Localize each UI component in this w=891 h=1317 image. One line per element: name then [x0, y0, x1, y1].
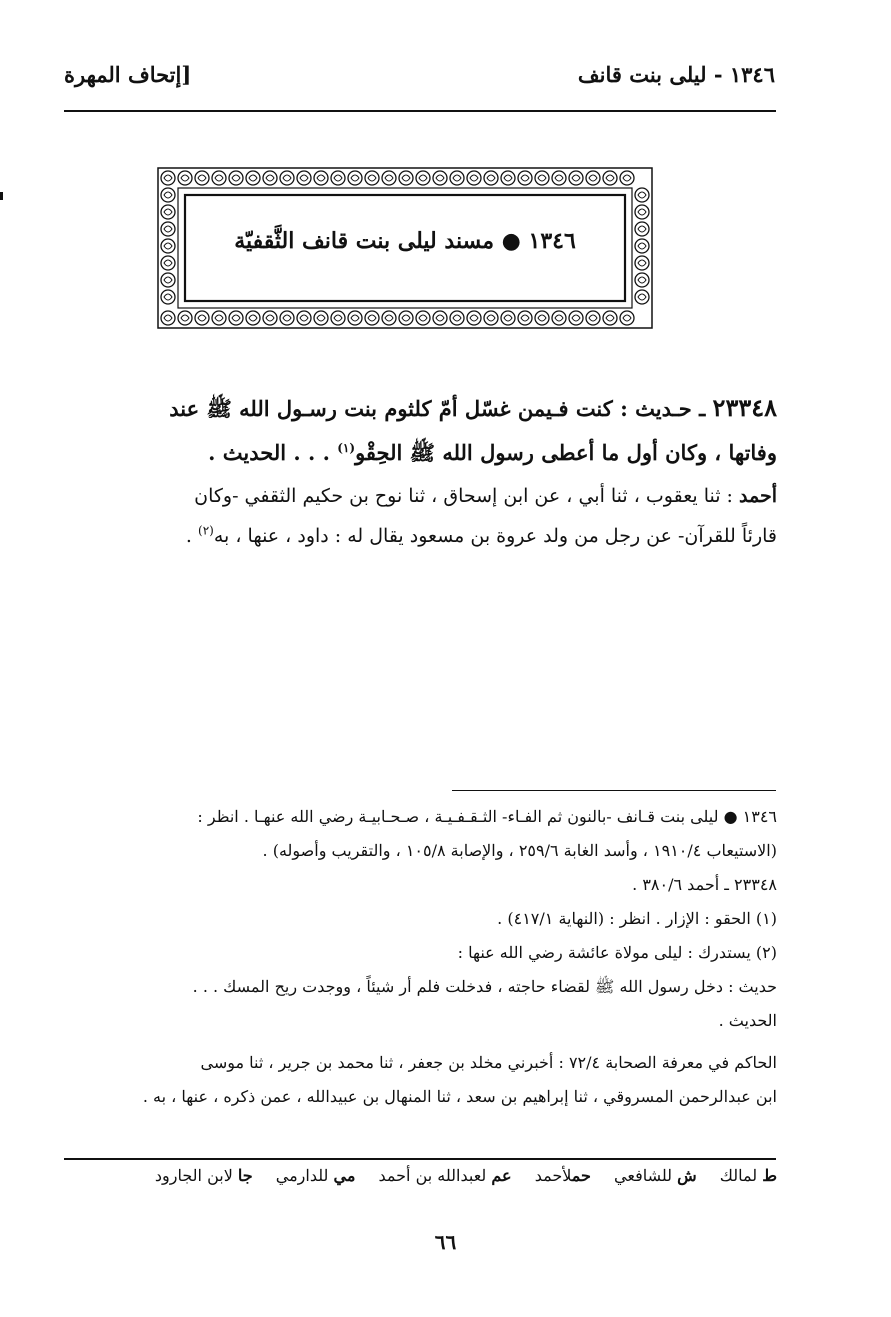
ornament-knot	[416, 171, 430, 185]
footnote-line: حديث : دخل رسول الله ﷺ لقضاء حاجته ، فدخلت فلم أر شيئاً ، ووجدت ريح المسك . . .	[192, 977, 777, 996]
siglum-code: عم	[491, 1166, 512, 1185]
ornament-knot	[586, 311, 600, 325]
ornament-knot	[212, 171, 226, 185]
hadith-block	[64, 386, 777, 475]
ornament-knot	[365, 171, 379, 185]
ornament-knot	[484, 311, 498, 325]
ornament-knot	[620, 171, 634, 185]
ornament-knot	[433, 171, 447, 185]
isnad-text-2a: قارئاً للقرآن- عن رجل من ولد عروة بن مسعود يقال له : داود ، عنها ، به	[213, 525, 777, 547]
footnote-line: الحاكم في معرفة الصحابة ٧٢/٤ : أخبرني مخلد بن جعفر ، ثنا محمد بن جرير ، ثنا موسى	[200, 1053, 777, 1072]
ornament-knot	[297, 311, 311, 325]
ornament-knot	[161, 188, 175, 202]
ornament-knot	[161, 290, 175, 304]
header-rule	[64, 110, 776, 112]
page-number: ٦٦	[434, 1230, 457, 1254]
siglum	[614, 1166, 697, 1185]
footnote-ref-1: (١)	[337, 441, 356, 455]
siglum	[535, 1166, 591, 1185]
ornament-knot	[365, 311, 379, 325]
margin-mark	[0, 192, 3, 200]
ornament-knot	[280, 311, 294, 325]
ornament-knot	[297, 171, 311, 185]
siglum-label: للدارمي	[275, 1166, 334, 1185]
ornament-knot	[467, 311, 481, 325]
ornament-knot	[603, 311, 617, 325]
ornament-knot	[635, 290, 649, 304]
isnad-line-2	[64, 516, 777, 556]
ornament-knot	[280, 171, 294, 185]
ornament-knot	[263, 171, 277, 185]
ornament-knot	[382, 311, 396, 325]
ornament-knot	[416, 311, 430, 325]
ornament-knot	[552, 171, 566, 185]
ornament-knot	[195, 311, 209, 325]
hadith-line-2	[64, 431, 777, 475]
ornament-knot	[433, 311, 447, 325]
ornament-knot	[382, 171, 396, 185]
ornament-knot	[501, 311, 515, 325]
ornament-knot	[348, 171, 362, 185]
ornament-knot	[586, 171, 600, 185]
ornament-knot	[246, 311, 260, 325]
ornament-knot	[314, 171, 328, 185]
isnad-text-2b: .	[185, 525, 199, 547]
footnote-line: الحديث .	[718, 1011, 777, 1030]
isnad-block	[64, 476, 777, 556]
ornament-knot	[467, 171, 481, 185]
siglum-code: حم	[571, 1166, 591, 1185]
ornament-knot	[484, 171, 498, 185]
ornament-knot	[195, 171, 209, 185]
ornament-knot	[635, 205, 649, 219]
siglum-code: ط	[762, 1166, 777, 1185]
ornament-knot	[501, 171, 515, 185]
musnad-title: ١٣٤٦ ● مسند ليلى بنت قانف الثَّقفيّة	[234, 228, 576, 254]
siglum	[720, 1166, 777, 1185]
footnote-gap	[64, 1038, 777, 1046]
ornament-knot	[263, 311, 277, 325]
ornament-knot	[535, 311, 549, 325]
ornamental-title-frame	[156, 166, 654, 330]
footnote-line: ١٣٤٦ ● ليلى بنت قـانف -بالنون ثم الفـاء- الثـقـفـيـة ، صـحـابيـة رضي الله عنهـا . انظر :	[197, 807, 777, 826]
footnote-line: ٢٣٣٤٨ ـ أحمد ٣٨٠/٦ .	[632, 875, 777, 894]
footnote-line: ابن عبدالرحمن المسروقي ، ثنا إبراهيم بن سعد ، ثنا المنهال بن عبيدالله ، عمن ذكره ، عنها ، به .	[142, 1087, 777, 1106]
ornament-knot	[620, 311, 634, 325]
hadith-number: ٢٣٣٤٨	[712, 393, 777, 422]
siglum	[276, 1166, 356, 1185]
header-book-title: [إتحاف المهرة	[64, 62, 192, 87]
ornament-knot	[229, 171, 243, 185]
ornament-knot	[178, 171, 192, 185]
sigla-key	[137, 1166, 777, 1185]
ornament-knot	[535, 171, 549, 185]
ornament-knot	[161, 311, 175, 325]
ornament-knot	[569, 311, 583, 325]
header-section-title: ١٣٤٦ - ليلى بنت قانف	[577, 62, 775, 87]
ornament-knot	[161, 256, 175, 270]
ornament-knot	[399, 171, 413, 185]
ornament-knot	[635, 273, 649, 287]
ornament-knot	[450, 311, 464, 325]
running-header	[64, 62, 775, 96]
hadith-text-2b: . . . الحديث .	[208, 440, 338, 465]
ornament-knot	[518, 171, 532, 185]
isnad-text-1: : ثنا يعقوب ، ثنا أبي ، عن ابن إسحاق ، ثنا نوح بن حكيم الثقفي -وكان	[194, 485, 740, 507]
siglum-label: لأحمد	[534, 1166, 572, 1185]
ornament-knot	[552, 311, 566, 325]
ornament-knot	[635, 256, 649, 270]
ornament-knot	[348, 311, 362, 325]
ornament-knot	[331, 311, 345, 325]
footnotes	[64, 800, 777, 1114]
siglum-code: مي	[333, 1166, 356, 1185]
siglum-code: ش	[677, 1166, 697, 1185]
footnote-line: (٢) يستدرك : ليلى مولاة عائشة رضي الله عنها :	[457, 943, 777, 962]
ornament-knot	[161, 171, 175, 185]
siglum	[379, 1166, 512, 1185]
siglum-label: لعبدالله بن أحمد	[378, 1166, 492, 1185]
ornament-knot	[161, 205, 175, 219]
siglum	[155, 1166, 253, 1185]
footnote-ref-2: (٢)	[198, 523, 214, 538]
ornament-knot	[569, 171, 583, 185]
ornament-knot	[518, 311, 532, 325]
ornament-knot	[229, 311, 243, 325]
isnad-line-1	[64, 476, 777, 516]
ornament-knot	[246, 171, 260, 185]
ornament-knot	[450, 171, 464, 185]
sigla-rule	[64, 1158, 776, 1160]
siglum-label: للشافعي	[614, 1166, 678, 1185]
hadith-text-1: ـ حـديث : كنت فـيمن غسّل أمّ كلثوم بنت رسـول الله ﷺ عند	[169, 396, 713, 421]
ornament-knot	[399, 311, 413, 325]
footnote-rule	[452, 790, 776, 791]
siglum-label: لمالك	[719, 1166, 763, 1185]
siglum-code: جا	[237, 1166, 253, 1185]
footnote-line: (١) الحقو : الإزار . انظر : (النهاية ٤١٧/١) .	[497, 909, 777, 928]
ornament-knot	[331, 171, 345, 185]
ornament-knot	[314, 311, 328, 325]
hadith-line-1	[64, 386, 777, 431]
hadith-text-2a: وفاتها ، وكان أول ما أعطى رسول الله ﷺ الحِقْو	[355, 440, 777, 465]
ornament-knot	[161, 273, 175, 287]
ornament-knot	[212, 311, 226, 325]
ornament-knot	[178, 311, 192, 325]
footnote-line: (الاستيعاب ١٩١٠/٤ ، وأسد الغابة ٢٥٩/٦ ، والإصابة ١٠٥/٨ ، والتقريب وأصوله) .	[262, 841, 777, 860]
isnad-author: أحمد	[739, 485, 777, 507]
siglum-label: لابن الجارود	[154, 1166, 238, 1185]
ornament-knot	[635, 188, 649, 202]
ornament-knot	[603, 171, 617, 185]
